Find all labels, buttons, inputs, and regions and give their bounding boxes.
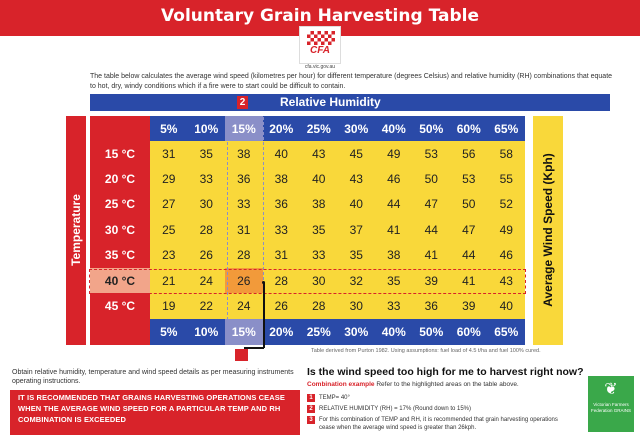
wind-speed-cell: 32 — [338, 268, 376, 293]
temperature-label: Temperature — [69, 194, 83, 266]
wind-speed-table — [90, 116, 531, 345]
temperature-row-label: 35 °C — [90, 243, 150, 268]
rh-column-header: 30% — [338, 116, 376, 141]
wind-speed-cell: 40 — [263, 141, 301, 166]
corner-cell-bottom — [90, 319, 150, 345]
wind-speed-cell: 30 — [338, 293, 376, 318]
wind-speed-cell: 44 — [375, 192, 413, 217]
wind-speed-cell: 53 — [450, 166, 488, 191]
logo-text: CFA — [310, 45, 330, 56]
wind-speed-cell: 56 — [450, 141, 488, 166]
highlight-column — [227, 117, 264, 345]
wind-speed-cell: 36 — [263, 192, 301, 217]
temperature-row-label: 30 °C — [90, 217, 150, 242]
step-text: For this combination of TEMP and RH, it is recommended that grain harvesting operations cease when the average wind speed is greater than 26kph. — [319, 417, 558, 431]
intro-text: The table below calculates the average wind speed (kilometres per hour) for different temperature (degrees Celsius) and relative humidity (RH) combinations that equate to hot, dry, windy conditions which if a fire were to start could be difficult to contain. — [90, 73, 613, 90]
rh-column-footer: 15% — [225, 319, 263, 345]
temperature-row-label: 40 °C — [90, 268, 150, 293]
combo-label: Combination example — [307, 381, 375, 388]
logo-url: cfa.vic.gov.au — [304, 64, 336, 70]
wind-speed-cell: 31 — [150, 141, 188, 166]
wind-speed-cell: 47 — [413, 192, 451, 217]
wind-speed-cell: 58 — [488, 141, 526, 166]
rh-column-footer: 50% — [413, 319, 451, 345]
wind-speed-cell: 24 — [188, 268, 226, 293]
rh-column-footer: 10% — [188, 319, 226, 345]
wind-speed-cell: 35 — [375, 268, 413, 293]
rh-column-footer: 65% — [488, 319, 526, 345]
rh-column-header: 5% — [150, 116, 188, 141]
wind-speed-cell: 35 — [338, 243, 376, 268]
wind-speed-cell: 36 — [413, 293, 451, 318]
rh-column-footer: 5% — [150, 319, 188, 345]
rh-column-header: 25% — [300, 116, 338, 141]
rh-column-header: 60% — [450, 116, 488, 141]
wind-speed-cell: 24 — [225, 293, 263, 318]
wind-speed-cell: 25 — [150, 217, 188, 242]
wind-speed-cell: 33 — [300, 243, 338, 268]
wind-speed-cell: 26 — [225, 268, 263, 293]
rh-column-header: 40% — [375, 116, 413, 141]
wind-speed-cell: 38 — [375, 243, 413, 268]
corner-cell — [90, 116, 150, 141]
step-number: 3 — [307, 416, 315, 424]
wind-speed-cell: 46 — [488, 243, 526, 268]
wind-speed-cell: 39 — [450, 293, 488, 318]
wind-speed-cell: 28 — [188, 217, 226, 242]
wind-speed-cell: 28 — [300, 293, 338, 318]
wind-speed-cell: 30 — [188, 192, 226, 217]
rh-column-footer: 30% — [338, 319, 376, 345]
temperature-row-label: 45 °C — [90, 293, 150, 318]
wind-speed-cell: 49 — [375, 141, 413, 166]
wind-speed-cell: 33 — [188, 166, 226, 191]
step-text: RELATIVE HUMIDITY (RH) = 17% (Round down to 15%) — [319, 406, 471, 412]
leaf-icon: ❦ — [604, 381, 618, 398]
wind-speed-cell: 49 — [488, 217, 526, 242]
wind-speed-cell: 52 — [488, 192, 526, 217]
page-title: Voluntary Grain Harvesting Table — [161, 6, 479, 26]
rh-column-header: 10% — [188, 116, 226, 141]
wind-speed-cell: 41 — [413, 243, 451, 268]
wind-speed-cell: 55 — [488, 166, 526, 191]
instructions-text: Obtain relative humidity, temperature and wind speed details as per measuring instruments operating instructions. — [12, 369, 294, 385]
highlight-row — [89, 269, 526, 294]
wind-speed-cell: 40 — [488, 293, 526, 318]
wind-speed-cell: 21 — [150, 268, 188, 293]
wind-speed-cell: 50 — [413, 166, 451, 191]
step-3 — [307, 416, 582, 432]
step-text: TEMP= 40° — [319, 395, 350, 401]
rh-badge: 2 — [237, 96, 248, 109]
wind-speed-cell: 35 — [188, 141, 226, 166]
checker-emblem-icon — [307, 31, 335, 45]
wind-speed-cell: 46 — [375, 166, 413, 191]
step-number: 2 — [307, 405, 315, 413]
wind-speed-cell: 26 — [263, 293, 301, 318]
wind-speed-cell: 38 — [300, 192, 338, 217]
wind-speed-cell: 29 — [150, 166, 188, 191]
wind-speed-cell: 33 — [375, 293, 413, 318]
step-1 — [307, 394, 350, 402]
cfa-logo — [299, 26, 341, 64]
wind-speed-cell: 45 — [338, 141, 376, 166]
wind-speed-cell: 28 — [225, 243, 263, 268]
step-2 — [307, 405, 471, 413]
rh-column-footer: 60% — [450, 319, 488, 345]
wind-speed-cell: 40 — [300, 166, 338, 191]
wind-speed-cell: 44 — [413, 217, 451, 242]
wind-speed-cell: 33 — [225, 192, 263, 217]
vff-text: Victorian Farmers Federation GRAINS — [590, 402, 632, 413]
wind-speed-cell: 41 — [375, 217, 413, 242]
wind-speed-cell: 40 — [338, 192, 376, 217]
vff-logo — [588, 376, 634, 432]
rh-column-footer: 40% — [375, 319, 413, 345]
wind-speed-cell: 28 — [263, 268, 301, 293]
wind-speed-cell: 22 — [188, 293, 226, 318]
wind-speed-cell: 37 — [338, 217, 376, 242]
step3-marker — [235, 349, 248, 361]
temperature-row-label: 25 °C — [90, 192, 150, 217]
wind-speed-cell: 33 — [263, 217, 301, 242]
wind-speed-cell: 38 — [225, 141, 263, 166]
rh-column-header: 65% — [488, 116, 526, 141]
question-heading: Is the wind speed too high for me to harvest right now? — [307, 366, 584, 378]
wind-speed-cell: 47 — [450, 217, 488, 242]
warning-box: IT IS RECOMMENDED THAT GRAINS HARVESTING OPERATIONS CEASE WHEN THE AVERAGE WIND SPEED FOR A PARTICULAR TEMP AND RH COMBINATION IS EXCEEDED — [10, 390, 300, 435]
combo-text: Refer to the highlighted areas on the table above. — [376, 381, 519, 388]
wind-speed-cell: 43 — [300, 141, 338, 166]
temperature-row-label: 15 °C — [90, 141, 150, 166]
aws-label: Average Wind Speed (Kph) — [541, 153, 555, 307]
rh-column-header: 20% — [263, 116, 301, 141]
wind-speed-cell: 31 — [263, 243, 301, 268]
wind-speed-cell: 50 — [450, 192, 488, 217]
wind-speed-cell: 36 — [225, 166, 263, 191]
wind-speed-cell: 27 — [150, 192, 188, 217]
connector-line-v — [263, 282, 265, 348]
rh-column-header: 50% — [413, 116, 451, 141]
rh-column-footer: 25% — [300, 319, 338, 345]
combination-example — [307, 381, 519, 388]
wind-speed-cell: 35 — [300, 217, 338, 242]
table-note: Table derived from Purton 1982. Using assumptions: fuel load of 4.5 t/ha and fuel 100% cured. — [311, 348, 541, 354]
wind-speed-cell: 41 — [450, 268, 488, 293]
wind-speed-cell: 23 — [150, 243, 188, 268]
wind-speed-cell: 43 — [338, 166, 376, 191]
rh-column-footer: 20% — [263, 319, 301, 345]
wind-speed-cell: 39 — [413, 268, 451, 293]
temperature-row-label: 20 °C — [90, 166, 150, 191]
wind-speed-cell: 53 — [413, 141, 451, 166]
wind-speed-cell: 19 — [150, 293, 188, 318]
rh-column-header: 15% — [225, 116, 263, 141]
wind-speed-cell: 38 — [263, 166, 301, 191]
wind-speed-cell: 26 — [188, 243, 226, 268]
wind-speed-cell: 43 — [488, 268, 526, 293]
rh-header-label: Relative Humidity — [280, 95, 381, 109]
step-number: 1 — [307, 394, 315, 402]
wind-speed-cell: 44 — [450, 243, 488, 268]
wind-speed-cell: 31 — [225, 217, 263, 242]
wind-speed-cell: 30 — [300, 268, 338, 293]
